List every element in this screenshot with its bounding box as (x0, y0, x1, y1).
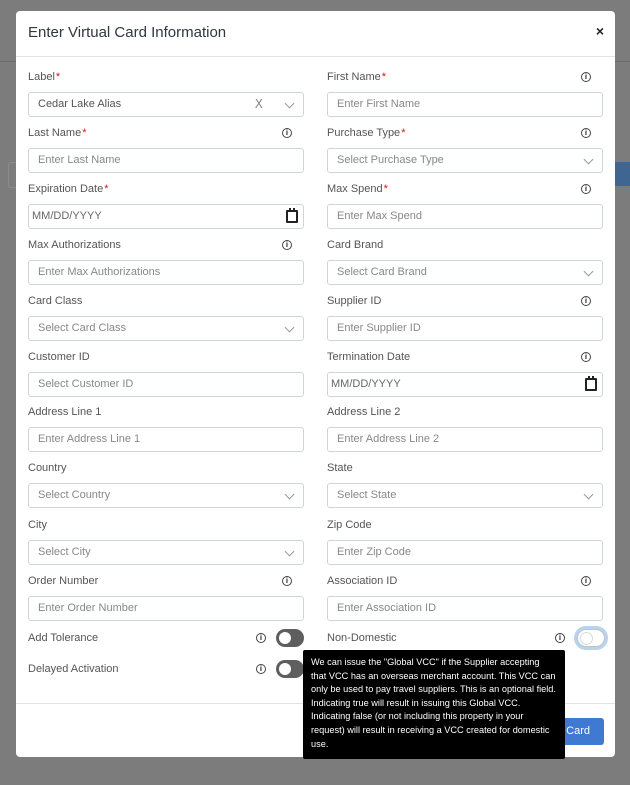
info-icon[interactable]: i (581, 128, 591, 138)
country-label: Country (28, 462, 67, 474)
card-class-placeholder: Select Card Class (38, 322, 127, 334)
info-icon[interactable]: i (282, 576, 292, 586)
supplier-id-label: Supplier ID (327, 295, 382, 307)
chevron-down-icon[interactable] (584, 267, 594, 277)
chevron-down-icon[interactable] (584, 155, 594, 165)
non-domestic-row (327, 629, 603, 649)
termination-date-placeholder: MM/DD/YYYY (331, 378, 401, 390)
chevron-down-icon[interactable] (285, 547, 295, 557)
max-spend-field (327, 182, 603, 229)
label-field-label: Label (28, 71, 55, 83)
country-field (28, 461, 304, 508)
chevron-down-icon[interactable] (285, 323, 295, 333)
customer-id-field (28, 350, 304, 397)
label-field (28, 70, 304, 117)
termination-date-label: Termination Date (327, 351, 411, 363)
address-line-2-input[interactable]: Enter Address Line 2 (327, 427, 603, 452)
last-name-input[interactable]: Enter Last Name (28, 148, 304, 173)
state-select[interactable] (327, 483, 603, 508)
virtual-card-modal (16, 11, 615, 757)
delayed-activation-row (28, 660, 304, 680)
card-class-field (28, 294, 304, 341)
info-icon[interactable]: i (282, 240, 292, 250)
association-id-label: Association ID (327, 575, 398, 587)
card-class-select[interactable] (28, 316, 304, 341)
purchase-type-placeholder: Select Purchase Type (337, 154, 444, 166)
last-name-label: Last Name (28, 127, 82, 139)
supplier-id-field (327, 294, 603, 341)
info-icon[interactable]: i (256, 664, 266, 674)
city-field (28, 518, 304, 565)
chevron-down-icon[interactable] (584, 490, 594, 500)
address-line-2-label: Address Line 2 (327, 406, 401, 418)
address-line-2-field (327, 405, 603, 452)
modal-title: Enter Virtual Card Information (28, 24, 227, 41)
country-select[interactable] (28, 483, 304, 508)
expiration-date-placeholder: MM/DD/YYYY (32, 210, 102, 222)
required-marker: * (82, 127, 87, 139)
card-brand-select[interactable] (327, 260, 603, 285)
info-icon[interactable]: i (282, 128, 292, 138)
max-authorizations-label: Max Authorizations (28, 239, 121, 251)
city-label: City (28, 519, 47, 531)
state-placeholder: Select State (337, 489, 397, 501)
address-line-1-label: Address Line 1 (28, 406, 102, 418)
card-class-label: Card Class (28, 295, 83, 307)
state-field (327, 461, 603, 508)
clear-icon[interactable]: X (254, 97, 263, 111)
last-name-field (28, 126, 304, 173)
address-line-1-input[interactable]: Enter Address Line 1 (28, 427, 304, 452)
zip-code-label: Zip Code (327, 519, 372, 531)
info-icon[interactable]: i (581, 184, 591, 194)
zip-code-field (327, 518, 603, 565)
purchase-type-label: Purchase Type (327, 127, 401, 139)
card-brand-placeholder: Select Card Brand (337, 266, 427, 278)
chevron-down-icon[interactable] (285, 99, 295, 109)
address-line-1-field (28, 405, 304, 452)
expiration-date-label: Expiration Date (28, 183, 104, 195)
supplier-id-input[interactable]: Enter Supplier ID (327, 316, 603, 341)
first-name-label: First Name (327, 71, 381, 83)
customer-id-label: Customer ID (28, 351, 90, 363)
non-domestic-label: Non-Domestic (327, 632, 397, 644)
info-icon[interactable]: i (581, 72, 591, 82)
card-brand-field (327, 238, 603, 285)
max-spend-input[interactable]: Enter Max Spend (327, 204, 603, 229)
close-icon[interactable]: × (595, 23, 604, 39)
order-number-input[interactable]: Enter Order Number (28, 596, 304, 621)
expiration-date-input[interactable] (28, 204, 304, 229)
required-marker: * (383, 183, 388, 195)
card-brand-label: Card Brand (327, 239, 384, 251)
required-marker: * (401, 127, 406, 139)
info-icon[interactable]: i (555, 633, 565, 643)
max-authorizations-field (28, 238, 304, 285)
calendar-icon[interactable] (286, 210, 298, 223)
modal-header (16, 11, 615, 57)
label-select[interactable] (28, 92, 304, 117)
calendar-icon[interactable] (585, 378, 597, 391)
delayed-activation-label: Delayed Activation (28, 663, 119, 675)
add-card-button[interactable]: Card (494, 718, 604, 745)
info-icon[interactable]: i (581, 576, 591, 586)
city-placeholder: Select City (38, 546, 91, 558)
first-name-field (327, 70, 603, 117)
info-icon[interactable]: i (581, 352, 591, 362)
association-id-field (327, 574, 603, 621)
info-icon[interactable]: i (256, 633, 266, 643)
add-tolerance-toggle[interactable] (276, 629, 304, 647)
info-icon[interactable]: i (581, 296, 591, 306)
association-id-input[interactable]: Enter Association ID (327, 596, 603, 621)
purchase-type-select[interactable] (327, 148, 603, 173)
non-domestic-toggle[interactable] (577, 629, 605, 647)
country-placeholder: Select Country (38, 489, 111, 501)
add-tolerance-label: Add Tolerance (28, 632, 99, 644)
city-select[interactable] (28, 540, 304, 565)
termination-date-input[interactable] (327, 372, 603, 397)
max-spend-label: Max Spend (327, 183, 383, 195)
add-tolerance-row (28, 629, 304, 649)
required-marker: * (55, 71, 61, 83)
first-name-input[interactable]: Enter First Name (327, 92, 603, 117)
chevron-down-icon[interactable] (285, 490, 295, 500)
order-number-label: Order Number (28, 575, 99, 587)
customer-id-input[interactable]: Select Customer ID (28, 372, 304, 397)
required-marker: * (104, 183, 109, 195)
purchase-type-field (327, 126, 603, 173)
non-domestic-tooltip: We can issue the "Global VCC" if the Supplier accepting that VCC has an overseas merchant account. This VCC can only be used to pay travel suppliers. This is an optional field. Indicating true will result in issuing this Global VCC. Indicating false (or not including this property in your request) will result in receiving a VCC created for domestic use. (303, 650, 565, 759)
zip-code-input[interactable]: Enter Zip Code (327, 540, 603, 565)
termination-date-field (327, 350, 603, 397)
delayed-activation-toggle[interactable] (276, 660, 304, 678)
required-marker: * (381, 71, 387, 83)
order-number-field (28, 574, 304, 621)
state-label: State (327, 462, 353, 474)
label-select-value: Cedar Lake Alias (38, 98, 122, 110)
max-authorizations-input[interactable]: Enter Max Authorizations (28, 260, 304, 285)
expiration-date-field (28, 182, 304, 229)
background-button-edge (614, 162, 630, 186)
